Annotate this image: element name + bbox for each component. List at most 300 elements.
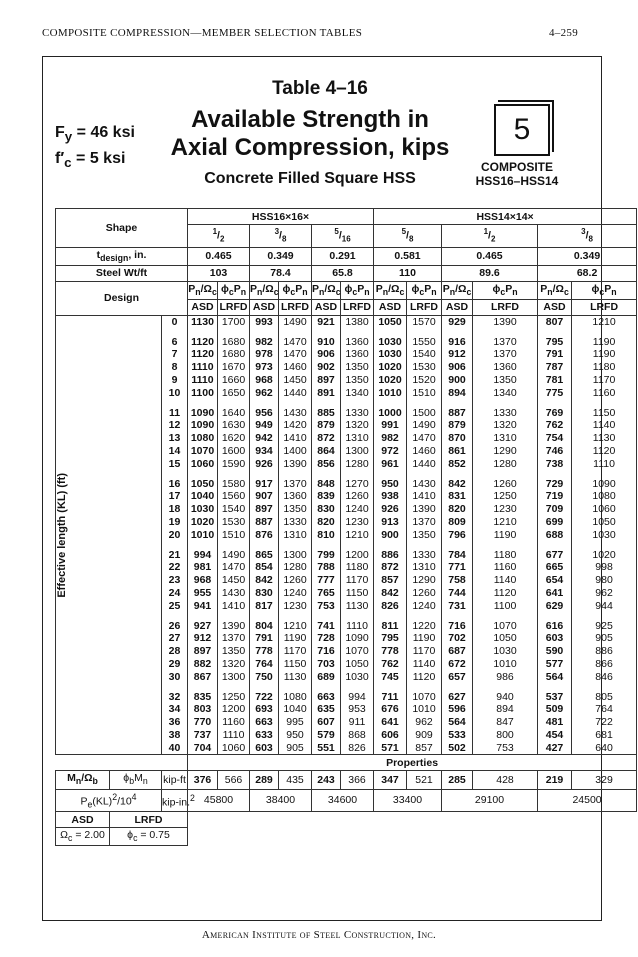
strength-lrfd-label: $\phi_cP_n$ [473, 281, 538, 299]
lrfd-value: 1410 [279, 432, 312, 445]
gap-cell [312, 471, 341, 478]
length-value: 14 [162, 445, 188, 458]
gap-cell [473, 329, 538, 336]
lrfd-value: 1330 [341, 407, 374, 420]
asd-value: 744 [442, 587, 473, 600]
lrfd-head: LRFD [341, 299, 374, 315]
gap-cell [188, 400, 218, 407]
lrfd-value: 1140 [473, 574, 538, 587]
lrfd-value: 1520 [407, 374, 442, 387]
asd-value: 729 [538, 478, 572, 491]
asd-value: 1090 [188, 407, 218, 420]
yield-strength: $F_y = 46$ ksi [55, 124, 135, 145]
section-label: COMPOSITE [480, 160, 553, 174]
asd-value: 716 [312, 645, 341, 658]
asd-value: 921 [312, 315, 341, 328]
asd-value: 709 [538, 503, 572, 516]
gap-cell [572, 329, 637, 336]
asd-value: 912 [188, 632, 218, 645]
asd-value: 564 [538, 671, 572, 684]
asd-value: 938 [374, 490, 407, 503]
asd-value: 663 [250, 716, 279, 729]
asd-value: 641 [374, 716, 407, 729]
lrfd-value: 1250 [473, 490, 538, 503]
lrfd-value: 1450 [218, 574, 250, 587]
pe-value: 38400 [250, 789, 312, 812]
thickness-fraction: $^1/_2$ [442, 225, 538, 248]
asd-value: 839 [312, 490, 341, 503]
lrfd-value: 1440 [279, 387, 312, 400]
gap-cell [473, 471, 538, 478]
length-value: 36 [162, 716, 188, 729]
asd-value: 857 [374, 574, 407, 587]
asd-value: 799 [312, 549, 341, 562]
gap-cell [279, 471, 312, 478]
lrfd-value: 1200 [341, 549, 374, 562]
lrfd-value: 1040 [279, 703, 312, 716]
asd-value: 771 [442, 561, 473, 574]
asd-value: 804 [250, 620, 279, 633]
gap-cell [341, 400, 374, 407]
lrfd-value: 1170 [341, 574, 374, 587]
lrfd-value: 1120 [572, 445, 637, 458]
asd-value: 820 [442, 503, 473, 516]
length-value: 8 [162, 361, 188, 374]
lrfd-value: 1250 [218, 691, 250, 704]
moment-lrfd-label: $\phi_bM_n$ [110, 771, 162, 789]
asd-value: 927 [188, 620, 218, 633]
asd-value: 502 [442, 742, 473, 755]
asd-value: 607 [312, 716, 341, 729]
gap-cell [162, 684, 188, 691]
lrfd-value: 1060 [218, 742, 250, 755]
asd-value: 616 [538, 620, 572, 633]
lrfd-value: 1450 [279, 374, 312, 387]
lrfd-value: 1180 [572, 361, 637, 374]
asd-value: 1110 [188, 374, 218, 387]
gap-cell [279, 613, 312, 620]
lrfd-value: 1370 [279, 478, 312, 491]
gap-cell [473, 542, 538, 549]
asd-value: 887 [250, 516, 279, 529]
asd-value: 902 [312, 361, 341, 374]
gap-cell [538, 613, 572, 620]
lrfd-value: 1440 [407, 458, 442, 471]
lrfd-value: 1010 [407, 703, 442, 716]
strength-asd-label: $P_n/\Omega_c$ [250, 281, 279, 299]
effective-length-text: Effective length (KL) (ft) [56, 472, 68, 598]
gap-cell [442, 613, 473, 620]
lrfd-value: 1190 [572, 348, 637, 361]
moment-value: 366 [341, 771, 374, 789]
gap-cell [250, 613, 279, 620]
pe-label: $P_e(KL)^2/10^4$ [56, 789, 162, 812]
gap-cell [473, 400, 538, 407]
asd-value: 533 [442, 729, 473, 742]
lrfd-value: 1100 [473, 600, 538, 613]
section-number-box: 5 [494, 104, 550, 156]
lrfd-value: 1330 [473, 407, 538, 420]
lrfd-value: 1070 [341, 645, 374, 658]
strength-asd-label: $P_n/\Omega_c$ [442, 281, 473, 299]
gap-cell [250, 471, 279, 478]
gap-cell [374, 329, 407, 336]
weight-label: Steel Wt/ft [56, 265, 188, 281]
gap-cell [188, 542, 218, 549]
asd-value: 872 [312, 432, 341, 445]
lrfd-value: 1190 [473, 529, 538, 542]
gap-cell [407, 684, 442, 691]
length-value: 6 [162, 336, 188, 349]
moment-asd-label: $M_n/\Omega_b$ [56, 771, 110, 789]
asd-value: 861 [442, 445, 473, 458]
table-title-line1: Available Strength in [191, 106, 429, 133]
length-value: 27 [162, 632, 188, 645]
gap-cell [279, 684, 312, 691]
asd-value: 982 [250, 336, 279, 349]
data-row [56, 315, 637, 328]
lrfd-value: 1050 [341, 658, 374, 671]
lrfd-value: 1390 [218, 620, 250, 633]
asd-value: 968 [250, 374, 279, 387]
asd-value: 769 [538, 407, 572, 420]
asd-value: 750 [250, 671, 279, 684]
pe-value: 45800 [188, 789, 250, 812]
asd-value: 795 [538, 336, 572, 349]
asd-value: 762 [538, 419, 572, 432]
lrfd-value: 1210 [572, 315, 637, 328]
asd-value: 688 [538, 529, 572, 542]
lrfd-value: 1130 [572, 432, 637, 445]
weight-value: 103 [188, 265, 250, 281]
asd-value: 830 [312, 503, 341, 516]
weight-value: 89.6 [442, 265, 538, 281]
lrfd-value: 1150 [279, 658, 312, 671]
lrfd-value: 1590 [218, 458, 250, 471]
asd-value: 993 [250, 315, 279, 328]
lrfd-value: 1260 [407, 587, 442, 600]
lrfd-value: 894 [473, 703, 538, 716]
asd-value: 991 [374, 419, 407, 432]
lrfd-value: 905 [572, 632, 637, 645]
gap-cell [442, 542, 473, 549]
gap-cell [188, 613, 218, 620]
asd-value: 1080 [188, 432, 218, 445]
asd-value: 791 [538, 348, 572, 361]
gap-cell [374, 400, 407, 407]
asd-value: 842 [250, 574, 279, 587]
gap-cell [341, 613, 374, 620]
lrfd-value: 1090 [572, 478, 637, 491]
asd-value: 716 [442, 620, 473, 633]
length-value: 21 [162, 549, 188, 562]
strength-asd-label: $P_n/\Omega_c$ [188, 281, 218, 299]
lrfd-value: 1010 [473, 658, 538, 671]
gap-cell [538, 542, 572, 549]
lrfd-value: 1210 [279, 620, 312, 633]
gap-cell [312, 329, 341, 336]
asd-value: 885 [312, 407, 341, 420]
gap-cell [572, 542, 637, 549]
lrfd-value: 1240 [341, 503, 374, 516]
thickness-fraction: $^5/_8$ [374, 225, 442, 248]
strength-asd-label: $P_n/\Omega_c$ [312, 281, 341, 299]
lrfd-value: 1470 [279, 348, 312, 361]
asd-value: 900 [442, 374, 473, 387]
lrfd-value: 1410 [218, 600, 250, 613]
asd-value: 809 [442, 516, 473, 529]
lrfd-value: 1600 [218, 445, 250, 458]
asd-value: 917 [250, 478, 279, 491]
table-title-line2: Axial Compression, kips [170, 134, 450, 161]
moment-value: 329 [572, 771, 637, 789]
lrfd-value: 1050 [572, 516, 637, 529]
tdesign-label: $t_{design}$, in. [56, 247, 188, 265]
gap-cell [250, 329, 279, 336]
asd-value: 882 [188, 658, 218, 671]
asd-value: 606 [374, 729, 407, 742]
lrfd-value: 1150 [572, 407, 637, 420]
lrfd-value: 805 [572, 691, 637, 704]
lrfd-value: 1160 [572, 387, 637, 400]
lrfd-value: 1340 [473, 387, 538, 400]
lrfd-value: 1350 [341, 374, 374, 387]
asd-head: ASD [442, 299, 473, 315]
lrfd-value: 905 [279, 742, 312, 755]
lrfd-value: 1490 [407, 419, 442, 432]
weight-value: 78.4 [250, 265, 312, 281]
gap-cell [341, 684, 374, 691]
asd-value: 603 [538, 632, 572, 645]
asd-value: 762 [374, 658, 407, 671]
asd-value: 1070 [188, 445, 218, 458]
gap-cell [374, 684, 407, 691]
asd-value: 913 [374, 516, 407, 529]
lrfd-value: 1140 [572, 419, 637, 432]
lrfd-value: 1430 [218, 587, 250, 600]
lrfd-value: 909 [407, 729, 442, 742]
gap-cell [341, 329, 374, 336]
lrfd-value: 1660 [218, 374, 250, 387]
length-value: 32 [162, 691, 188, 704]
length-value: 40 [162, 742, 188, 755]
length-value: 25 [162, 600, 188, 613]
gap-cell [188, 471, 218, 478]
asd-value: 916 [442, 336, 473, 349]
asd-value: 826 [374, 600, 407, 613]
gap-cell [312, 542, 341, 549]
gap-cell [407, 400, 442, 407]
factors-value-row [56, 828, 637, 846]
gap-cell [250, 400, 279, 407]
lrfd-value: 1150 [341, 587, 374, 600]
lrfd-value: 1080 [572, 490, 637, 503]
asd-value: 1020 [374, 361, 407, 374]
gap-cell [442, 684, 473, 691]
length-value: 29 [162, 658, 188, 671]
lrfd-value: 1330 [407, 549, 442, 562]
moment-value: 285 [442, 771, 473, 789]
asd-value: 972 [374, 445, 407, 458]
lrfd-value: 1270 [341, 478, 374, 491]
asd-value: 879 [312, 419, 341, 432]
lrfd-value: 1170 [572, 374, 637, 387]
asd-value: 571 [374, 742, 407, 755]
lrfd-value: 1090 [341, 632, 374, 645]
lrfd-value: 1170 [279, 645, 312, 658]
tdesign-value: 0.349 [538, 247, 637, 265]
asd-value: 867 [188, 671, 218, 684]
publisher-footer [0, 929, 638, 941]
lrfd-factor-head: LRFD [110, 812, 188, 828]
lrfd-value: 846 [572, 671, 637, 684]
asd-value: 1120 [188, 348, 218, 361]
lrfd-value: 1300 [341, 445, 374, 458]
lrfd-value: 1470 [279, 336, 312, 349]
lrfd-value: 1630 [218, 419, 250, 432]
lrfd-value: 800 [473, 729, 538, 742]
asd-value: 906 [442, 361, 473, 374]
lrfd-value: 1210 [473, 516, 538, 529]
lrfd-value: 1360 [341, 348, 374, 361]
asd-value: 910 [312, 336, 341, 349]
length-value: 20 [162, 529, 188, 542]
length-value: 22 [162, 561, 188, 574]
lrfd-value: 1230 [341, 516, 374, 529]
asd-value: 897 [312, 374, 341, 387]
asd-value: 803 [188, 703, 218, 716]
lrfd-value: 1300 [218, 671, 250, 684]
lrfd-value: 764 [572, 703, 637, 716]
asd-head: ASD [250, 299, 279, 315]
asd-value: 537 [538, 691, 572, 704]
lrfd-value: 1310 [341, 432, 374, 445]
asd-value: 973 [250, 361, 279, 374]
lrfd-value: 1130 [341, 600, 374, 613]
gap-cell [279, 400, 312, 407]
lrfd-value: 1240 [279, 587, 312, 600]
length-value: 38 [162, 729, 188, 742]
lrfd-value: 1230 [279, 600, 312, 613]
lrfd-value: 1560 [218, 490, 250, 503]
lrfd-value: 1350 [341, 361, 374, 374]
moment-value: 219 [538, 771, 572, 789]
lrfd-value: 1310 [407, 561, 442, 574]
lrfd-value: 1490 [279, 315, 312, 328]
asd-value: 968 [188, 574, 218, 587]
strength-asd-label: $P_n/\Omega_c$ [538, 281, 572, 299]
lrfd-value: 1510 [407, 387, 442, 400]
length-value: 0 [162, 315, 188, 328]
gap-cell [374, 542, 407, 549]
gap-cell [279, 329, 312, 336]
asd-value: 942 [250, 432, 279, 445]
lrfd-value: 1350 [473, 374, 538, 387]
asd-value: 1040 [188, 490, 218, 503]
lrfd-value: 1580 [218, 478, 250, 491]
pe-value: 34600 [312, 789, 374, 812]
lrfd-value: 1160 [473, 561, 538, 574]
lrfd-value: 826 [341, 742, 374, 755]
asd-value: 1000 [374, 407, 407, 420]
asd-value: 564 [442, 716, 473, 729]
asd-value: 1010 [374, 387, 407, 400]
asd-value: 627 [442, 691, 473, 704]
asd-value: 699 [538, 516, 572, 529]
gap-cell [250, 542, 279, 549]
header-row-groups [56, 209, 637, 225]
lrfd-value: 911 [341, 716, 374, 729]
asd-value: 663 [312, 691, 341, 704]
lrfd-value: 1340 [341, 387, 374, 400]
lrfd-value: 1070 [473, 620, 538, 633]
asd-value: 687 [442, 645, 473, 658]
asd-value: 787 [538, 361, 572, 374]
lrfd-value: 994 [341, 691, 374, 704]
lrfd-head: LRFD [572, 299, 637, 315]
lrfd-value: 940 [473, 691, 538, 704]
gap-cell [279, 542, 312, 549]
length-value: 23 [162, 574, 188, 587]
lrfd-value: 1620 [218, 432, 250, 445]
asd-value: 820 [312, 516, 341, 529]
asd-value: 704 [188, 742, 218, 755]
asd-value: 1050 [374, 315, 407, 328]
lrfd-value: 1570 [407, 315, 442, 328]
moment-value: 566 [218, 771, 250, 789]
lrfd-value: 1120 [407, 671, 442, 684]
asd-value: 929 [442, 315, 473, 328]
lrfd-value: 1320 [473, 419, 538, 432]
weight-value: 68.2 [538, 265, 637, 281]
asd-value: 775 [538, 387, 572, 400]
lrfd-value: 1400 [279, 445, 312, 458]
lrfd-value: 1370 [218, 632, 250, 645]
lrfd-value: 1310 [473, 432, 538, 445]
gap-cell [162, 400, 188, 407]
asd-value: 852 [442, 458, 473, 471]
gap-cell [572, 471, 637, 478]
asd-value: 1030 [188, 503, 218, 516]
lrfd-value: 1410 [407, 490, 442, 503]
pe-row [56, 789, 637, 812]
lrfd-value: 962 [407, 716, 442, 729]
gap-cell [473, 613, 538, 620]
asd-value: 897 [188, 645, 218, 658]
gap-cell [538, 471, 572, 478]
lrfd-value: 1350 [218, 645, 250, 658]
length-value: 34 [162, 703, 188, 716]
lrfd-value: 1080 [279, 691, 312, 704]
gap-cell [162, 329, 188, 336]
lrfd-value: 1650 [218, 387, 250, 400]
table-number: Table 4–16 [272, 78, 368, 99]
lrfd-value: 1530 [407, 361, 442, 374]
tdesign-value: 0.465 [188, 247, 250, 265]
lrfd-value: 857 [407, 742, 442, 755]
asd-value: 912 [442, 348, 473, 361]
properties-row [56, 755, 637, 771]
asd-head: ASD [312, 299, 341, 315]
lrfd-value: 753 [473, 742, 538, 755]
asd-value: 745 [374, 671, 407, 684]
length-value: 12 [162, 419, 188, 432]
asd-value: 657 [442, 671, 473, 684]
asd-value: 781 [538, 374, 572, 387]
moment-value: 347 [374, 771, 407, 789]
lrfd-value: 1360 [473, 361, 538, 374]
gap-cell [162, 471, 188, 478]
